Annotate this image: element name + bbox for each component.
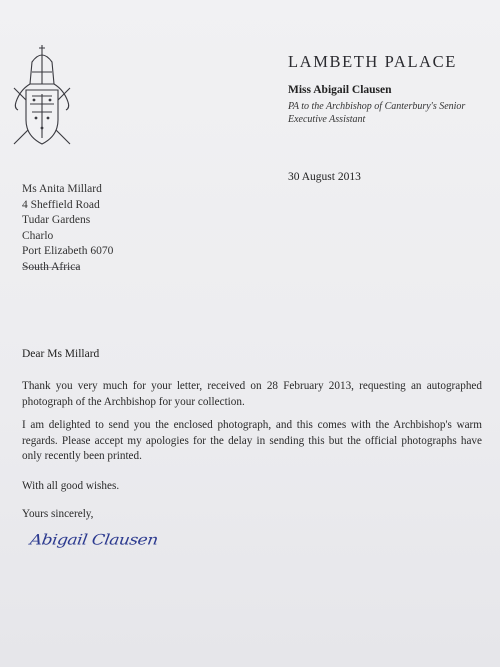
address-line-text: South Africa [22,260,81,273]
sender-name: Miss Abigail Clausen [288,84,392,96]
address-line [22,260,113,276]
address-line: Ms Anita Millard [22,183,102,195]
address-line: 4 Sheffield Road [22,198,100,211]
salutation: Dear Ms Millard [22,348,100,360]
letterhead-title: LAMBETH PALACE [288,52,457,71]
sender-title-line-1: PA to the Archbishop of Canterbury's Senior [288,101,466,112]
sender-title-line-2: Executive Assistant [288,114,366,125]
body-paragraph-2: I am delighted to send you the enclosed photograph, and this comes with the Archbishop's warm regards. Please accept my apologies for the delay in sending this but the official photographs have only recently been printed. [22,419,482,462]
address-line: Port Elizabeth 6070 [22,245,114,257]
letter-date: 30 August 2013 [288,171,361,183]
archbishop-crest-icon [8,44,76,150]
closing-wishes: With all good wishes. [22,480,120,492]
body-paragraph-1: Thank you very much for your letter, received on 28 February 2013, requesting an autographed photograph of the Archbishop for your collection. [22,380,482,408]
address-line: Charlo [22,229,54,242]
sender-title [288,100,488,126]
recipient-address [22,182,113,275]
closing-valediction: Yours sincerely, [22,508,94,520]
handwritten-signature: Abigail Clausen [28,531,159,549]
address-line: Tudar Gardens [22,214,91,226]
